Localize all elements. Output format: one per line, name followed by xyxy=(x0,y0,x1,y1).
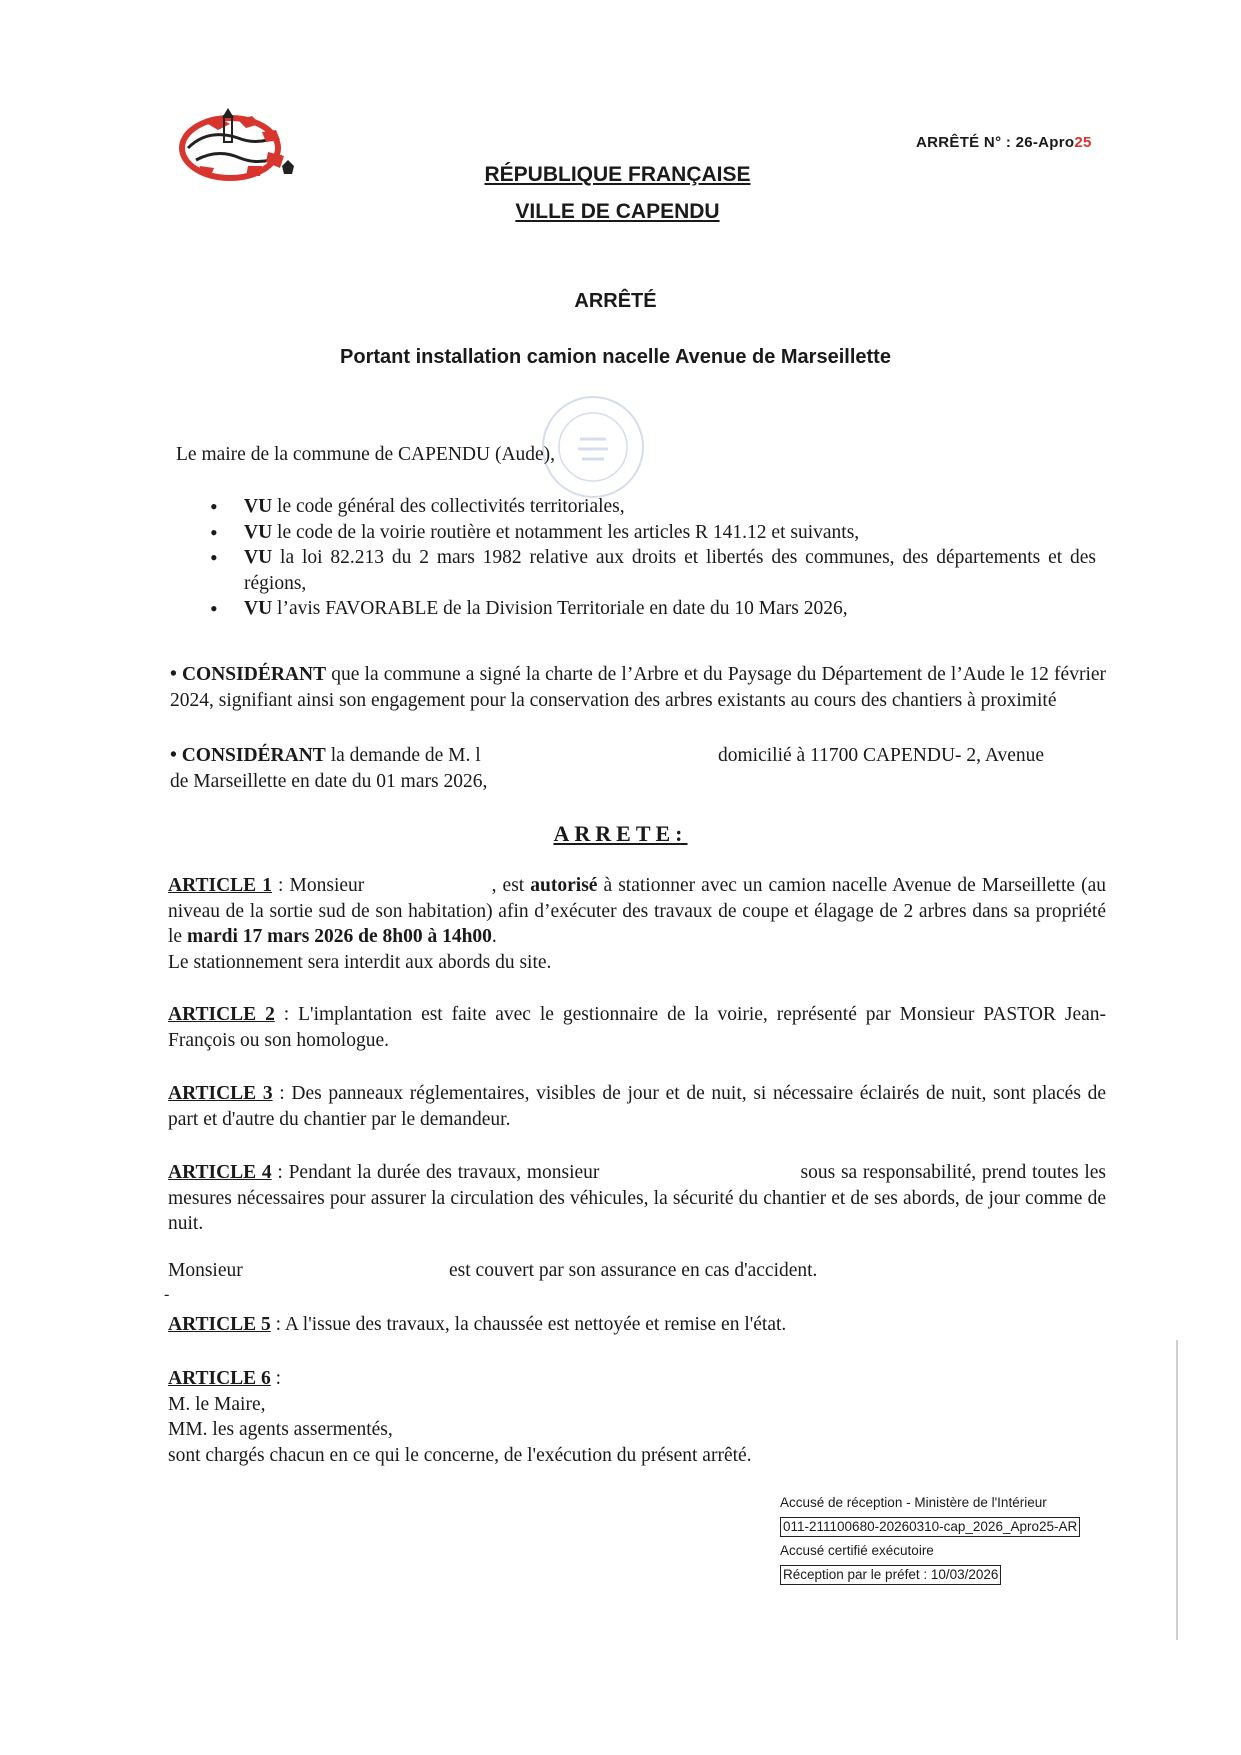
receipt-ministry: Accusé de réception - Ministère de l'Intérieur xyxy=(780,1495,1047,1510)
receipt-prefet-date: Réception par le préfet : 10/03/2026 xyxy=(780,1565,1001,1585)
article-1: ARTICLE 1 : Monsieur , est autorisé à stationner avec un camion nacelle Avenue de Marseillette (au niveau de la sortie sud de son habitation) afin d’exécuter des travaux de coupe et élagage de 2 arbres dans sa propriété le mardi 17 mars 2026 de 8h00 à 14h00. Le stationnement sera interdit aux abords du site. xyxy=(168,875,1106,973)
intro-text: Le maire de la commune de CAPENDU (Aude), xyxy=(176,444,556,465)
article-5: ARTICLE 5 : A l'issue des travaux, la chaussée est nettoyée et remise en l'état. xyxy=(168,1314,787,1335)
arrete-heading: ARRETE: xyxy=(553,821,688,846)
article-6: ARTICLE 6 : M. le Maire, MM. les agents assermentés, sont chargés chacun en ce qui le concerne, de l'exécution du présent arrêté. xyxy=(168,1368,752,1466)
scan-edge-line xyxy=(1176,1340,1178,1640)
article-3: ARTICLE 3 : Des panneaux réglementaires, visibles de jour et de nuit, si nécessaire éclairés de nuit, sont placés de part et d'autre du chantier par le demandeur. xyxy=(168,1083,1106,1130)
vu-list xyxy=(176,494,1096,622)
list-item: • VU le code de la voirie routière et notamment les articles R 141.12 et suivants, xyxy=(176,520,1096,546)
considerant-1: • CONSIDÉRANT que la commune a signé la charte de l’Arbre et du Paysage du Département de l’Aude le 12 février 2024, signifiant ainsi son engagement pour la conservation des arbres existants au cours des chantiers à proximité xyxy=(170,664,1107,711)
arrete-number: ARRÊTÉ N° : 26-Apro25 xyxy=(916,134,1092,151)
list-item: • VU la loi 82.213 du 2 mars 1982 relative aux droits et libertés des communes, des départements et des régions, xyxy=(176,545,1096,596)
article-4-insurance-note: Monsieur est couvert par son assurance en cas d'accident. xyxy=(168,1260,818,1281)
list-item: • VU l’avis FAVORABLE de la Division Territoriale en date du 10 Mars 2026, xyxy=(176,596,1096,622)
republic-heading: RÉPUBLIQUE FRANÇAISE xyxy=(484,163,751,186)
list-item: • VU le code général des collectivités territoriales, xyxy=(176,494,1096,520)
article-4: ARTICLE 4 : Pendant la durée des travaux, monsieur sous sa responsabilité, prend toutes les mesures nécessaires pour assurer la circulation des véhicules, la sécurité du chantier et de ses abords, de jour comme de nuit. xyxy=(168,1162,1111,1234)
page-subtitle: Portant installation camion nacelle Avenue de Marseillette xyxy=(340,346,891,368)
receipt-reference: 011-211100680-20260310-cap_2026_Apro25-AR xyxy=(780,1517,1080,1537)
considerant-2: • CONSIDÉRANT la demande de M. l domicilié à 11700 CAPENDU- 2, Avenue de Marseillette en date du 01 mars 2026, xyxy=(170,745,1045,792)
receipt-block xyxy=(780,1495,1080,1591)
separator-dash: - xyxy=(164,1286,170,1303)
receipt-executory: Accusé certifié exécutoire xyxy=(780,1543,934,1558)
ville-heading: VILLE DE CAPENDU xyxy=(515,200,720,223)
page-title: ARRÊTÉ xyxy=(574,290,657,312)
article-2: ARTICLE 2 : L'implantation est faite avec le gestionnaire de la voirie, représenté par Monsieur PASTOR Jean-François ou son homologue. xyxy=(168,1004,1106,1051)
